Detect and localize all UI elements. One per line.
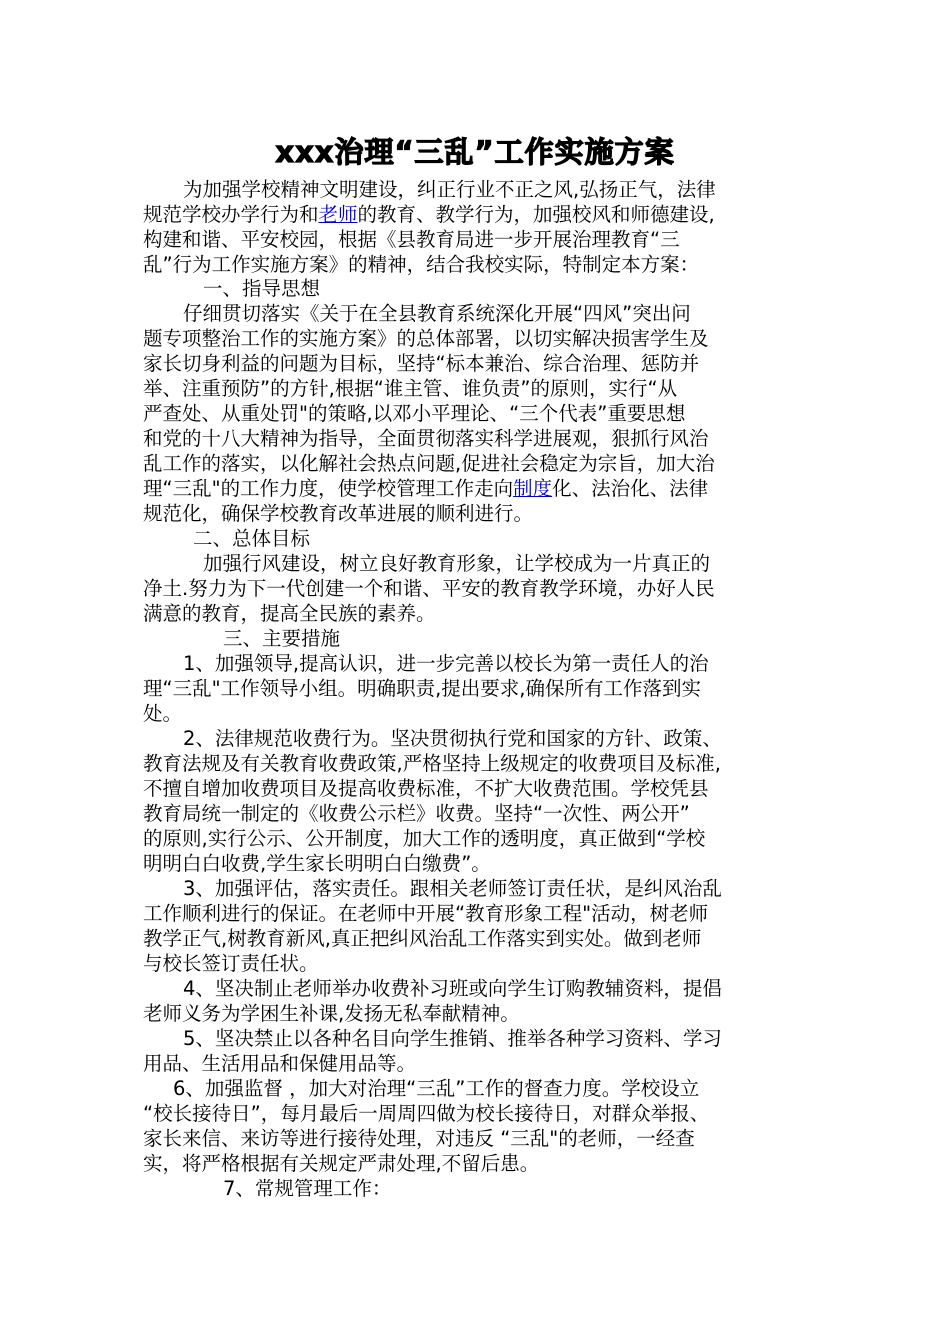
text-line: [143, 701, 182, 726]
text-line-content: 4、坚决制止老师举办收费补习班或向学生订购教辅资料，提倡: [183, 977, 722, 1000]
text-line: [143, 801, 690, 826]
text-line-content: 教育法规及有关教育收费政策,严格坚持上级规定的收费项目及标准,: [143, 752, 721, 775]
text-line-content: 理“三乱"的工作力度，使学校管理工作走向: [143, 477, 514, 500]
text-line: [183, 301, 691, 326]
text-line: [203, 551, 710, 576]
text-line: [143, 676, 701, 701]
text-line: [143, 1001, 520, 1026]
text-line: [143, 751, 721, 776]
text-line: [143, 826, 705, 851]
text-line-content: 一、指导思想: [203, 277, 321, 300]
text-line-content: 教育局统一制定的《收费公示栏》收费。坚持“一次性、两公开”: [143, 802, 690, 825]
text-line-content: 仔细贯切落实《关于在全县教育系统深化开展“四风”突出问: [183, 302, 691, 325]
text-line: [143, 951, 319, 976]
text-line: [203, 276, 320, 301]
text-line: [143, 901, 708, 926]
text-line: [143, 1101, 709, 1126]
text-line: [183, 177, 716, 202]
text-line: [143, 601, 436, 626]
text-line: [223, 1176, 391, 1201]
text-line-content: 家长来信、来访等进行接待处理，对违反 “三乱"的老师，一经查: [143, 1127, 695, 1150]
text-line-content: 处。: [143, 702, 183, 725]
text-line: [193, 526, 310, 551]
text-line: [143, 376, 677, 401]
text-line: [143, 202, 715, 227]
text-line-content: 1、加强领导,提高认识，进一步完善以校长为第一责任人的治: [183, 652, 709, 675]
text-line-content: 举、注重预防”的方针,根据“谁主管、谁负责”的原则，实行“从: [143, 377, 678, 400]
text-line-content: 规范学校办学行为和: [143, 203, 319, 226]
text-line-content: 构建和谐、平安校园，根据《县教育局进一步开展治理教育“三: [143, 228, 680, 251]
text-line-content: 和党的十八大精神为指导，全面贯彻落实科学进展观，狠抓行风治: [143, 427, 709, 450]
text-line-content: 规范化，确保学校教育改革进展的顺利进行。: [143, 502, 534, 525]
text-line-content: 教学正气,树教育新风,真正把纠风治乱工作落实到实处。做到老师: [143, 927, 702, 950]
hyperlink[interactable]: 制度: [513, 477, 553, 500]
text-line: [223, 626, 340, 651]
text-line-content: 化、法治化、法律: [552, 477, 709, 500]
document-title-text: xxx治理“三乱”工作实施方案: [275, 135, 675, 169]
text-line: [183, 651, 709, 676]
text-line: [143, 451, 715, 476]
text-line-content: 实，将严格根据有关规定严肃处理,不留后患。: [143, 1152, 540, 1175]
text-line-content: 用品、生活用品和保健用品等。: [143, 1052, 417, 1075]
text-line-content: 二、总体目标: [193, 527, 311, 550]
text-line: [183, 1026, 722, 1051]
text-line-content: 6、加强监督 ，加大对治理“三乱”工作的督查力度。学校设立: [173, 1077, 700, 1100]
text-line: [173, 1076, 699, 1101]
text-line: [143, 1151, 539, 1176]
text-line: [183, 976, 722, 1001]
text-line-content: 家长切身利益的问题为目标，坚持“标本兼治、综合治理、惩防并: [143, 352, 700, 375]
text-line-content: 老师义务为学困生补课,发扬无私奉献精神。: [143, 1002, 520, 1025]
text-line: [143, 776, 709, 801]
text-line-content: 加强行风建设，树立良好教育形象，让学校成为一片真正的: [203, 552, 711, 575]
text-line-content: 三、主要措施: [223, 627, 341, 650]
document-title: [0, 130, 950, 171]
text-line-content: 不擅自增加收费项目及提高收费标准，不扩大收费范围。学校凭县: [143, 777, 709, 800]
text-line-content: 为加强学校精神文明建设，纠正行业不正之风,弘扬正气，法律: [183, 178, 716, 201]
text-line: [143, 426, 709, 451]
text-line-content: 2、法律规范收费行为。坚决贯彻执行党和国家的方针、政策、: [183, 727, 722, 750]
text-line: [143, 227, 680, 252]
text-line-content: 的原则,实行公示、公开制度，加大工作的透明度，真正做到“学校: [143, 827, 706, 850]
text-line-content: 7、常规管理工作：: [223, 1177, 392, 1200]
text-line: [143, 326, 709, 351]
text-line-content: 3、加强评估，落实责任。跟相关老师签订责任状，是纠风治乱: [183, 877, 722, 900]
text-line: [143, 476, 708, 501]
text-line-content: 与校长签订责任状。: [143, 952, 319, 975]
text-line-content: 满意的教育，提高全民族的素养。: [143, 602, 436, 625]
text-line: [143, 401, 685, 426]
text-line: [183, 726, 722, 751]
text-line-content: 题专项整治工作的实施方案》的总体部署，以切实解决损害学生及: [143, 327, 709, 350]
text-line: [143, 851, 491, 876]
text-line-content: 严查处、从重处罚"的策略,以邓小平理论、“三个代表”重要思想: [143, 402, 686, 425]
text-line-content: “校长接待日”，每月最后一周周四做为校长接待日，对群众举报、: [143, 1102, 710, 1125]
text-line: [143, 576, 715, 601]
hyperlink[interactable]: 老师: [318, 203, 358, 226]
text-line-content: 的教育、教学行为，加强校风和师德建设,: [357, 203, 715, 226]
text-line-content: 理“三乱"工作领导小组。明确职责,提出要求,确保所有工作落到实: [143, 677, 701, 700]
text-line-content: 工作顺利进行的保证。在老师中开展“教育形象工程"活动，树老师: [143, 902, 709, 925]
text-line-content: 净土.努力为下一代创建一个和谐、平安的教育教学环境，办好人民: [143, 577, 715, 600]
text-line: [183, 876, 722, 901]
text-line: [143, 926, 701, 951]
text-line: [143, 1126, 695, 1151]
text-line-content: 乱工作的落实，以化解社会热点问题,促进社会稳定为宗旨，加大治: [143, 452, 715, 475]
text-line-content: 明明白白收费,学生家长明明白白缴费”。: [143, 852, 491, 875]
text-line: [143, 351, 699, 376]
text-line: [143, 501, 533, 526]
text-line-content: 5、坚决禁止以各种名目向学生推销、推举各种学习资料、学习: [183, 1027, 722, 1050]
text-line-content: 乱”行为工作实施方案》的精神，结合我校实际，特制定本方案：: [143, 253, 700, 276]
text-line: [143, 1051, 416, 1076]
text-line: [143, 252, 699, 277]
